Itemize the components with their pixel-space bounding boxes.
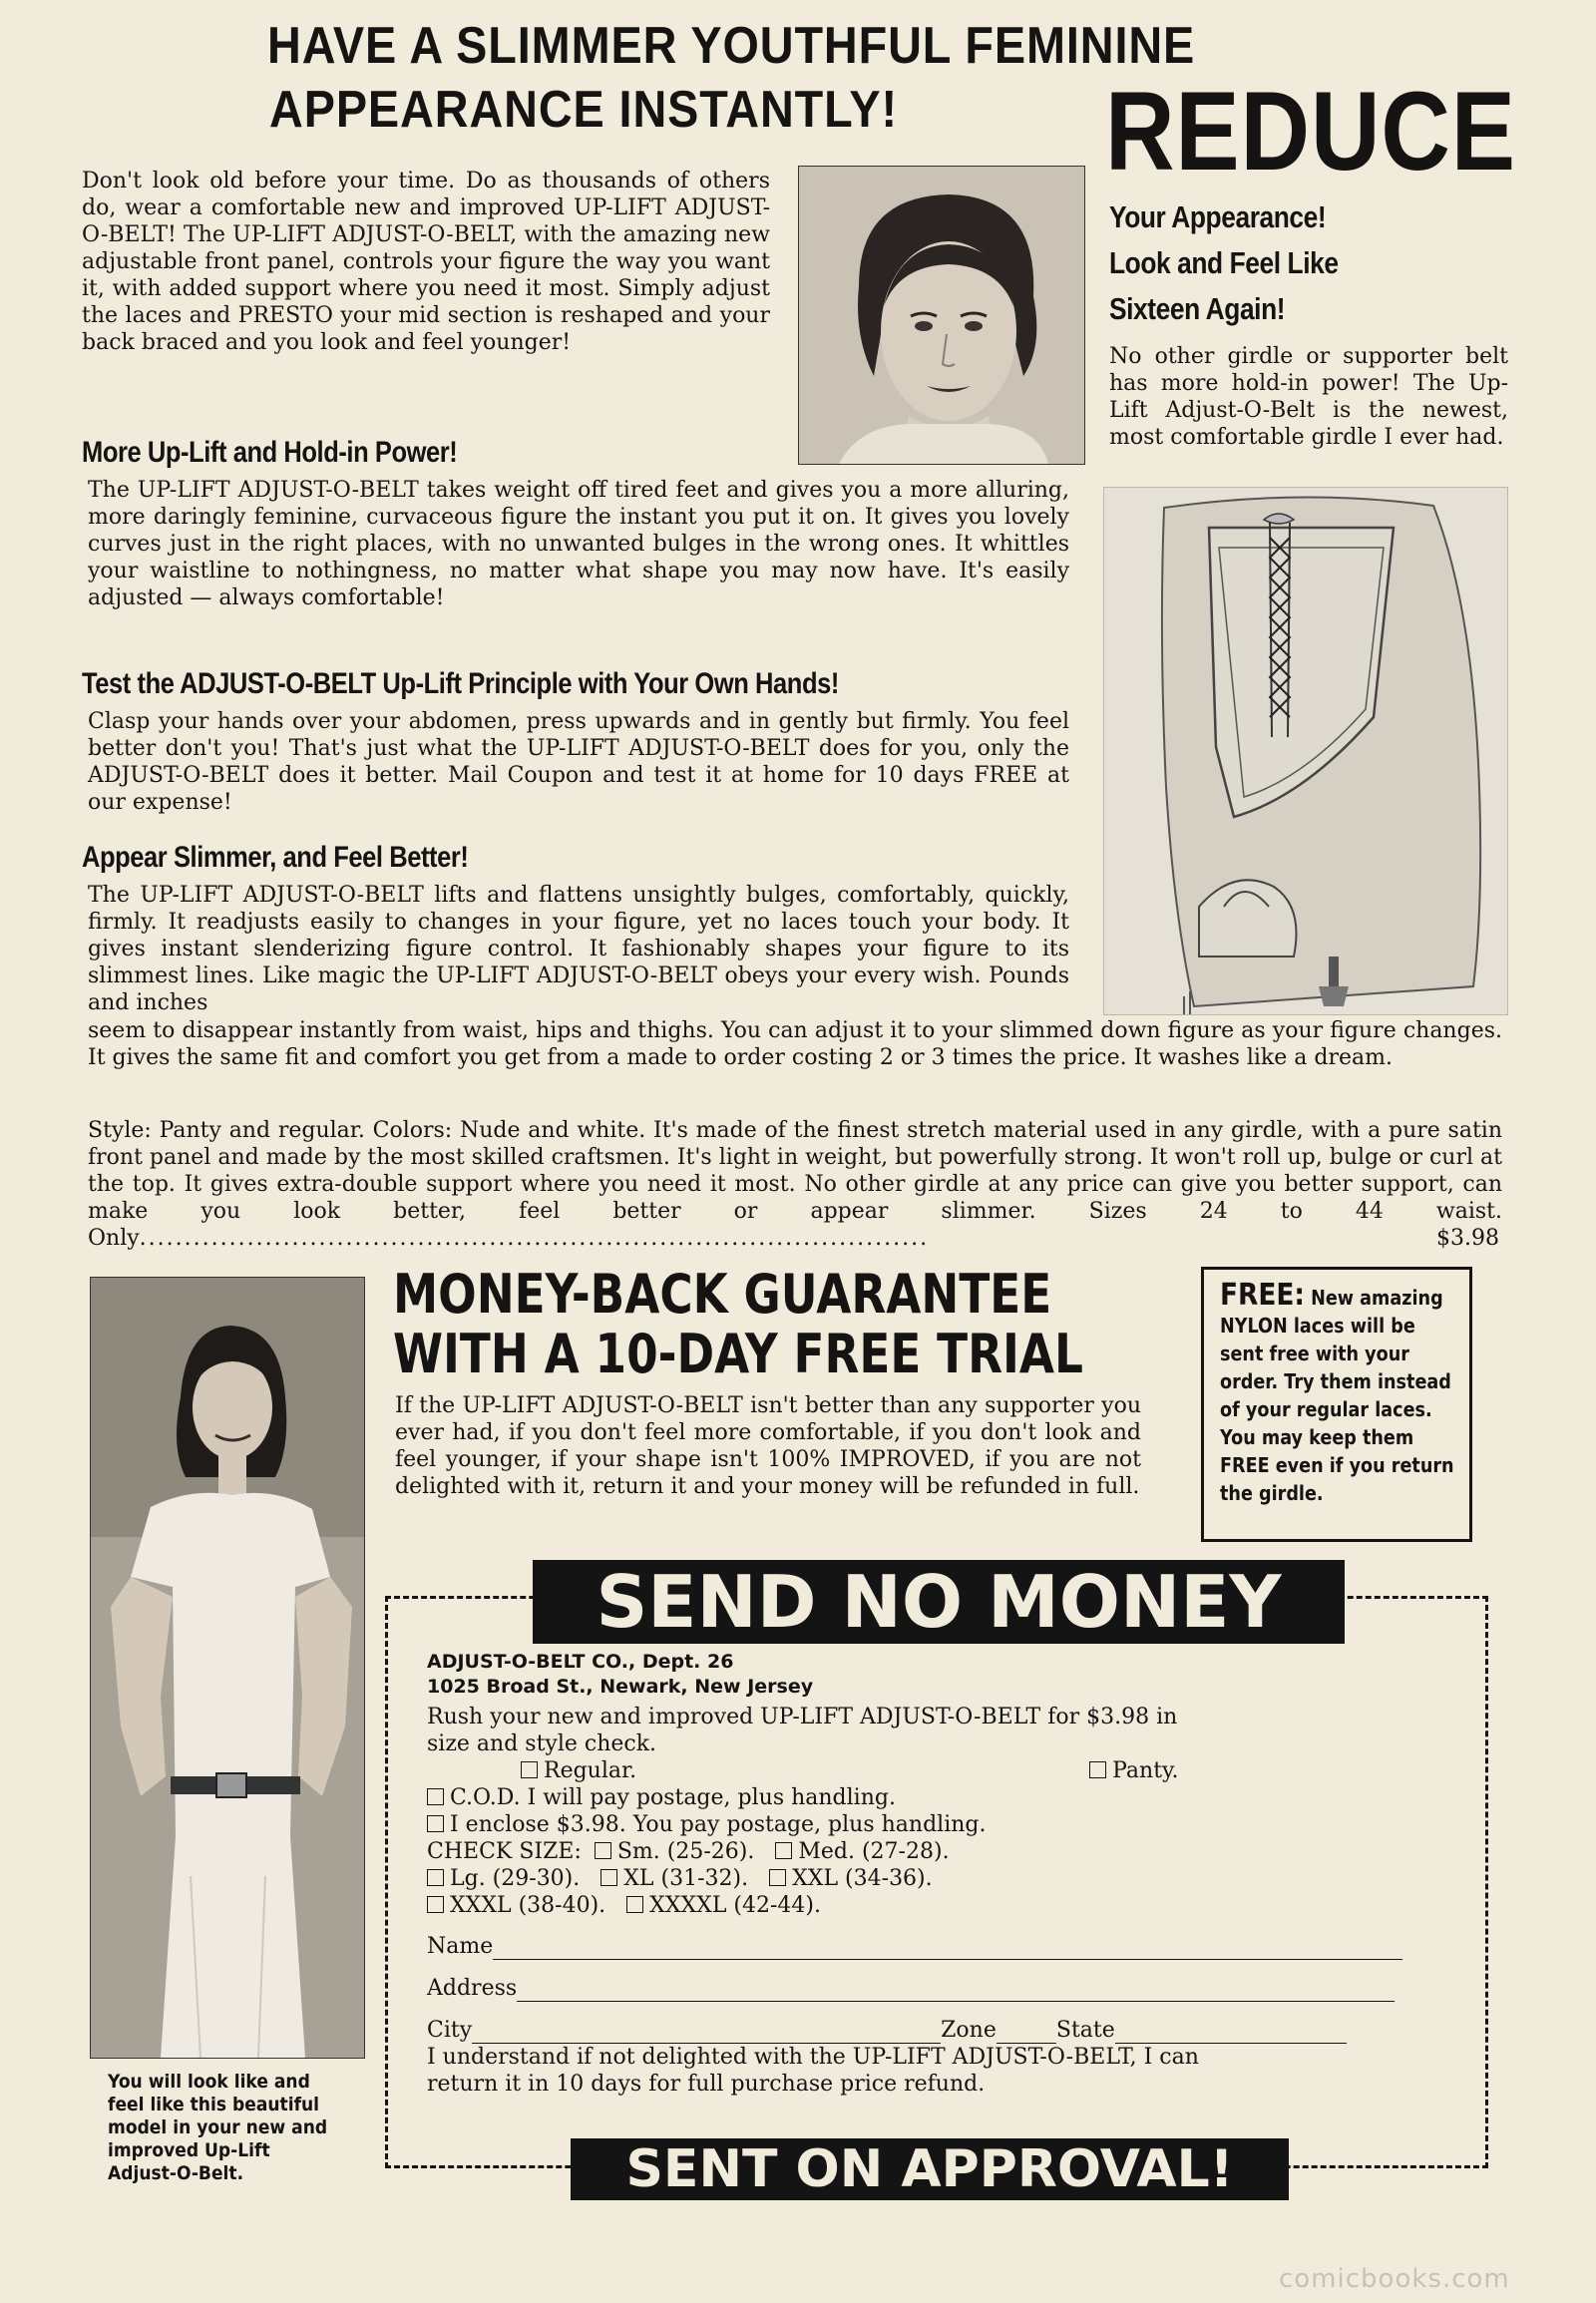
guarantee-line-1: MONEY-BACK GUARANTEE [393,1263,1052,1326]
headline-line-2: APPEARANCE INSTANTLY! [269,81,898,139]
girdle-drawing [1104,488,1507,1014]
style-text: Style: Panty and regular. Colors: Nude and white. It's made of the finest stretch material used in any girdle, with a pure satin front panel and made by the most skilled craftsmen. It's light in weight, but powerfully strong. It won't roll up, bulge or curl at the top. It gives extra-double support where you need it most. No other girdle at any price can give you better support, can make you look better, feel better or appear slimmer. Sizes 24 to 44 waist. Only [88,1118,1502,1251]
section-3-body-narrow: The UP-LIFT ADJUST-O-BELT lifts and flattens unsightly bulges, comfortably, quickly, firmly. It readjusts easily to changes in your figure, yet no laces touch your body. It gives instant slenderizing figure control. It fashionably shapes your figure to its slimmest lines. Like magic the UP-LIFT ADJUST-O-BELT obeys your every wish. Pounds and inches [88,883,1069,1015]
portrait-photo [798,166,1085,465]
size-lg-checkbox[interactable] [427,1869,444,1886]
model-caption: You will look like and feel like this beautiful model in your new and improved Up-Lift Adjust-O-Belt. [108,2071,328,2184]
city-row [427,2017,1464,2044]
panty-checkbox[interactable] [1089,1761,1106,1778]
coupon-form [427,1650,1464,2098]
coupon-cod-row [427,1784,1464,1811]
model-illustration [91,1278,364,2058]
girdle-illustration [1103,487,1508,1015]
section-3-body-wide: seem to disappear instantly from waist, hips and thighs. You can adjust it to your slimmed down figure as your figure changes. It gives the same fit and comfort you get from a made to order costing 2 or 3 times the price. It washes like a dream. [88,1018,1502,1070]
zone-input[interactable] [997,2023,1056,2044]
size-sm-checkbox[interactable] [595,1842,611,1859]
panty-label: Panty. [1112,1758,1179,1783]
cod-checkbox[interactable] [427,1788,444,1805]
headline-line-1 [267,14,1195,78]
address-input[interactable] [517,1981,1395,2002]
section-1-body: The UP-LIFT ADJUST-O-BELT takes weight off tired feet and gives you a more alluring, more daringly feminine, curvaceous figure the instant you put it on. It gives you lovely curves just in the right places, with no unwanted bulges in the wrong ones. It whittles your waistline to nothingness, no matter what shape you may now have. It's easily adjusted — always comfortable! [88,478,1069,610]
free-box-text [1220,1278,1457,1507]
state-input[interactable] [1115,2023,1347,2044]
regular-label: Regular. [544,1758,637,1783]
style-paragraph [88,1117,1502,1252]
size-lg-label: Lg. (29-30). [450,1866,581,1891]
reduce-sub-2: Look and Feel Like [1109,245,1339,280]
headline-part-b: FEMININE [965,17,1196,75]
state-label: State [1055,2018,1115,2043]
reduce-body: No other girdle or supporter belt has more hold-in power! The Up-Lift Adjust-O-Belt is the newest, most comfortable girdle I ever had. [1109,344,1508,450]
size-xxxxl-checkbox[interactable] [626,1896,643,1913]
section-2-body: Clasp your hands over your abdomen, press upwards and in gently but firmly. You feel better don't you! That's just what the UP-LIFT ADJUST-O-BELT does for you, only the ADJUST-O-BELT does it better. Mail Coupon and test it at home for 10 days FREE at our expense! [88,709,1069,815]
portrait-illustration [799,167,1084,464]
size-sm-label: Sm. (25-26). [616,1839,755,1864]
regular-checkbox[interactable] [521,1761,538,1778]
model-photo [90,1277,365,2059]
coupon-company: ADJUST-O-BELT CO., Dept. 26 [427,1651,734,1673]
headline-part-a: HAVE A SLIMMER YOUTHFUL [267,17,952,75]
enclose-label: I enclose $3.98. You pay postage, plus handling. [450,1812,987,1837]
name-label: Name [427,1934,494,1959]
coupon-rush-1: Rush your new and improved UP-LIFT ADJUST-O-BELT for $3.98 in [427,1705,1178,1729]
size-xxl-label: XXL (34-36). [792,1866,933,1891]
size-xl-label: XL (31-32). [623,1866,749,1891]
size-xxxxl-label: XXXXL (42-44). [649,1893,822,1918]
coupon-address: 1025 Broad St., Newark, New Jersey [427,1676,814,1698]
name-row [427,1933,1464,1960]
reduce-word: REDUCE [1105,69,1516,193]
price: $3.98 [1432,1225,1499,1252]
free-laces-box [1201,1267,1472,1542]
reduce-sub-3: Sixteen Again! [1109,291,1286,326]
enclose-checkbox[interactable] [427,1815,444,1832]
coupon-enclose-row [427,1811,1464,1838]
address-label: Address [427,1976,518,2001]
zone-label: Zone [941,2018,997,2043]
coupon-size-row-1 [427,1838,1464,1865]
coupon-rush-2: size and style check. [427,1731,657,1756]
coupon-style-row [427,1757,1464,1784]
free-lead: FREE: [1220,1278,1305,1313]
coupon-refund-2: return it in 10 days for full purchase price refund. [427,2072,986,2097]
reduce-sub-1: Your Appearance! [1109,199,1327,234]
intro-paragraph: Don't look old before your time. Do as thousands of others do, wear a comfortable new and improved UP-LIFT ADJUST-O-BELT! The UP-LIFT ADJUST-O-BELT, with the amazing new adjustable front panel, controls your figure the way you want it, with added support where you need it most. Simply adjust the laces and PRESTO your mid section is reshaped and your back braced and you look and feel younger! [82,169,770,355]
coupon-size-row-3 [427,1892,1464,1919]
size-med-label: Med. (27-28). [798,1839,950,1864]
city-input[interactable] [472,2023,941,2044]
cod-label: C.O.D. I will pay postage, plus handling. [450,1785,896,1810]
watermark: comicbooks.com [1279,2264,1510,2294]
leader-dots: ........................................................................................ [139,1226,930,1251]
free-body: New amazing NYLON laces will be sent free with your order. Try them instead of your regular laces. You may keep them FREE even if you return the girdle. [1220,1286,1454,1505]
size-xxxl-checkbox[interactable] [427,1896,444,1913]
section-2-heading: Test the ADJUST-O-BELT Up-Lift Principle with Your Own Hands! [82,667,839,700]
check-size-label: CHECK SIZE: [427,1839,582,1864]
section-1-heading: More Up-Lift and Hold-in Power! [82,436,458,469]
coupon-refund-1: I understand if not delighted with the UP-LIFT ADJUST-O-BELT, I can [427,2045,1199,2070]
sent-on-approval-banner: SENT ON APPROVAL! [571,2138,1289,2200]
send-no-money-banner: SEND NO MONEY [533,1560,1345,1644]
name-input[interactable] [493,1939,1402,1960]
size-xxl-checkbox[interactable] [769,1869,786,1886]
size-xxxl-label: XXXL (38-40). [450,1893,606,1918]
coupon-size-row-2 [427,1865,1464,1892]
size-xl-checkbox[interactable] [600,1869,617,1886]
section-3-heading: Appear Slimmer, and Feel Better! [82,841,469,874]
size-med-checkbox[interactable] [775,1842,792,1859]
city-label: City [427,2018,473,2043]
guarantee-body: If the UP-LIFT ADJUST-O-BELT isn't better than any supporter you ever had, if you don't feel more comfortable, if you don't look and feel younger, if your shape isn't 100% IMPROVED, if you are not delighted with it, return it and your money will be refunded in full. [395,1393,1141,1499]
guarantee-line-2: WITH A 10-DAY FREE TRIAL [393,1323,1083,1385]
address-row [427,1975,1464,2002]
